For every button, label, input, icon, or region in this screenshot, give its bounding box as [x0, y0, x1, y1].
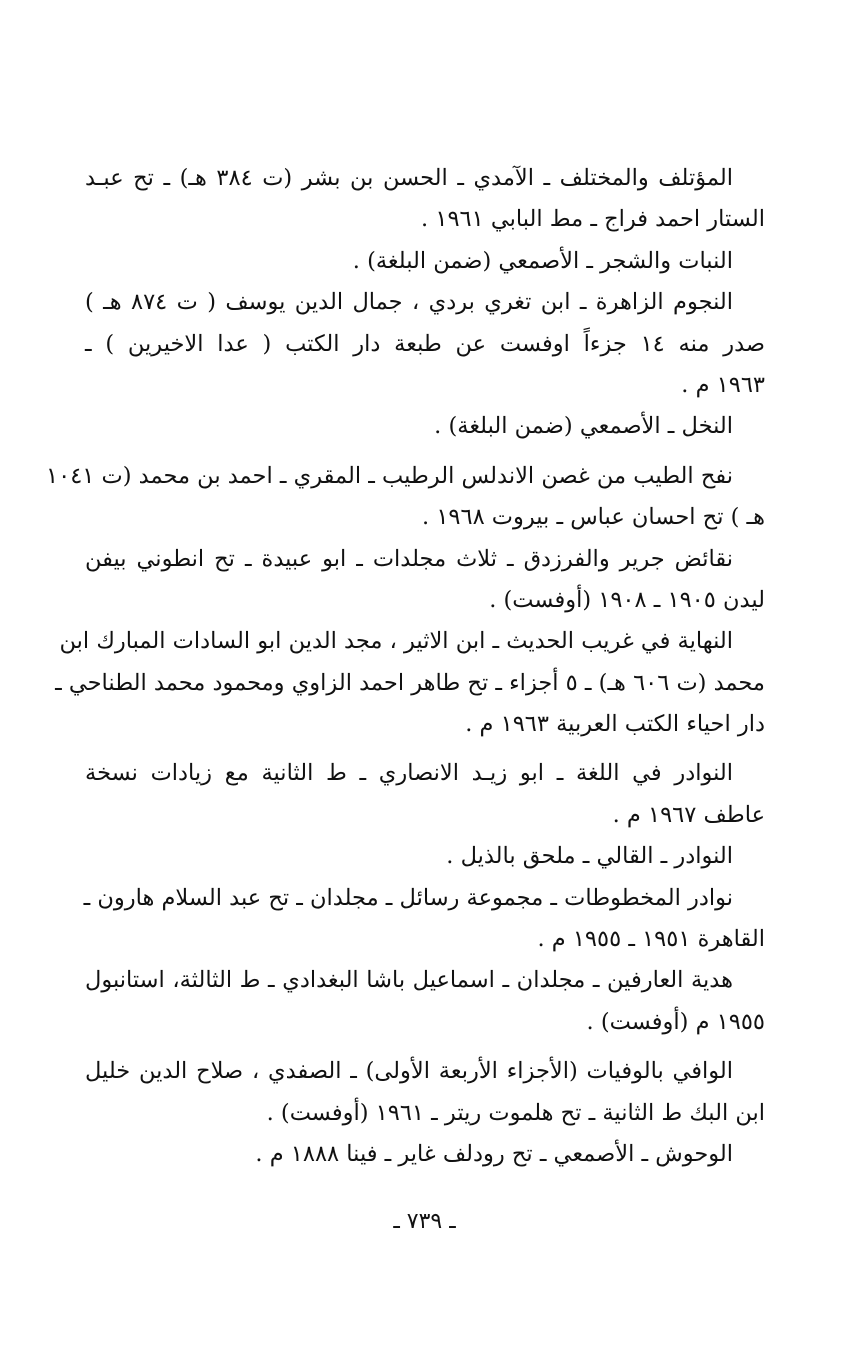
bibliography-entry [85, 836, 765, 877]
entry-line: صدر منه ١٤ جزءاً اوفست عن طبعة دار الكتب ( عدا الاخيرين ) ـ [85, 330, 765, 357]
entry-line: النخل ـ الأصمعي (ضمن البلغة) . [434, 413, 733, 440]
entry-line: ١٩٦٣ م . [681, 371, 765, 398]
bibliography-entry [85, 282, 765, 406]
entry-spacer [85, 745, 765, 753]
page-number: ـ ٧٣٩ ـ [393, 1209, 456, 1234]
entry-line: النوادر في اللغة ـ ابو زيـد الانصاري ـ ط الثانية مع زيادات نسخة [85, 760, 733, 787]
entry-line: ابن البك ط الثانية ـ تح هلموت ريتر ـ ١٩٦١ (أوفست) . [266, 1099, 765, 1126]
entry-line: ليدن ١٩٠٥ ـ ١٩٠٨ (أوفست) . [489, 586, 765, 613]
bibliography-entry [46, 456, 765, 539]
bibliography-entry [85, 960, 765, 1043]
entry-line: نقائض جرير والفرزدق ـ ثلاث مجلدات ـ ابو عبيدة ـ تح انطوني بيفن [85, 545, 733, 572]
entry-line: ١٩٥٥ م (أوفست) . [586, 1008, 765, 1035]
entry-line: الوحوش ـ الأصمعي ـ تح رودلف غاير ـ فينا ١٨٨٨ م . [255, 1140, 733, 1167]
bibliography-entry [55, 621, 765, 745]
bibliography-entry [85, 406, 765, 447]
bibliography-entry [85, 1134, 765, 1175]
entry-line: عاطف ١٩٦٧ م . [612, 801, 765, 828]
bibliography-list [46, 158, 765, 1175]
entry-line: دار احياء الكتب العربية ١٩٦٣ م . [465, 711, 765, 738]
entry-line: الوافي بالوفيات (الأجزاء الأربعة الأولى) ـ الصفدي ، صلاح الدين خليل [85, 1058, 733, 1085]
entry-line: القاهرة ١٩٥١ ـ ١٩٥٥ م . [537, 926, 765, 953]
entry-line: المؤتلف والمختلف ـ الآمدي ـ الحسن بن بشر (ت ٣٨٤ هـ) ـ تح عبـد [85, 165, 733, 191]
entry-line: النهاية في غريب الحديث ـ ابن الاثير ، مجد الدين ابو السادات المبارك ابن [59, 628, 733, 655]
bibliography-entry [85, 753, 765, 836]
bibliography-entry [85, 1051, 765, 1134]
bibliography-entry [85, 878, 765, 961]
entry-spacer [85, 1043, 765, 1051]
bibliography-entry [85, 539, 765, 622]
entry-line: النوادر ـ القالي ـ ملحق بالذيل . [446, 843, 733, 870]
bibliography-entry [85, 158, 765, 241]
entry-line: هـ ) تح احسان عباس ـ بيروت ١٩٦٨ . [422, 504, 765, 531]
entry-line: الستار احمد فراج ـ مط البابي ١٩٦١ . [421, 206, 765, 233]
entry-line: النبات والشجر ـ الأصمعي (ضمن البلغة) . [352, 247, 733, 274]
entry-spacer [85, 448, 765, 456]
entry-line: النجوم الزاهرة ـ ابن تغري بردي ، جمال الدين يوسف ( ت ٨٧٤ هـ ) [85, 289, 733, 316]
entry-line: نوادر المخطوطات ـ مجموعة رسائل ـ مجلدان ـ تح عبد السلام هارون ـ [83, 884, 733, 911]
entry-line: هدية العارفين ـ مجلدان ـ اسماعيل باشا البغدادي ـ ط الثالثة، استانبول [85, 967, 733, 994]
entry-line: نفح الطيب من غصن الاندلس الرطيب ـ المقري ـ احمد بن محمد (ت ١٠٤١ [46, 462, 733, 489]
bibliography-entry [85, 241, 765, 282]
entry-line: محمد (ت ٦٠٦ هـ) ـ ٥ أجزاء ـ تح طاهر احمد الزاوي ومحمود محمد الطناحي ـ [55, 669, 765, 696]
